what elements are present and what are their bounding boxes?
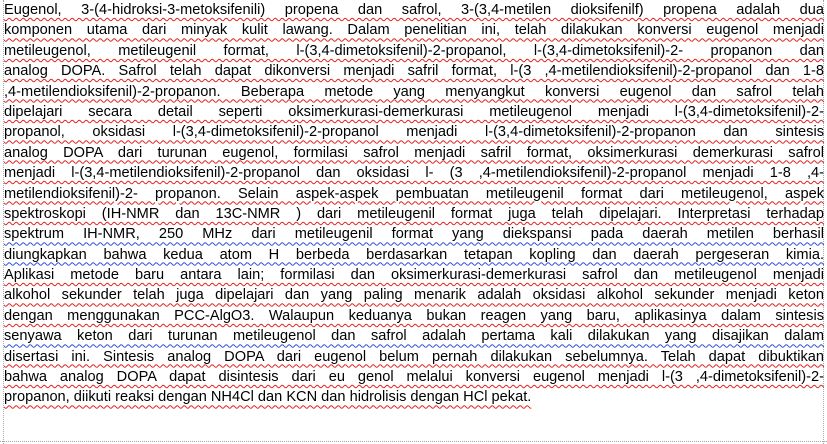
paragraph-line: spektrum IH-NMR, 250 MHz dari metileugenil format yang diekspansi pada daerah metilen berhasil [4,226,824,243]
paragraph-line: dipelajari secara detail seperti oksimerkurasi-demerkurasi metileugenol menjadi l-(3,4-dimetoksifenil)-2- [4,103,824,120]
paragraph-line: alkohol sekunder telah juga dipelajari dan yang paling menarik adalah oksidasi alkohol sekunder menjadi keton [4,287,824,304]
paragraph-line: senyawa keton dari turunan metileugenol dan safrol adalah pertama kali dilakukan yang disajikan dalam [4,328,824,345]
paragraph-line: diungkapkan bahwa kedua atom H berbeda berdasarkan tetapan kopling dan daerah pergeseran kimia. [4,246,824,263]
paragraph-line: propanol, oksidasi l-(3,4-dimetoksifenil)-2-propanol menjadi l-(3,4-dimetoksifenil)-2-propanon dan sintesis [4,124,824,141]
paragraph-line: dengan menggunakan PCC-AlgO3. Walaupun keduanya bukan reagen yang baru, aplikasinya dalam sintesis [4,307,824,324]
paragraph-line: spektroskopi (IH-NMR dan 13C-NMR ) dari metileugenil format juga telah dipelajari. Interpretasi terhadap [4,205,824,222]
paragraph-line: menjadi l-(3,4-metilendioksifenil)-2-propanol dan oksidasi l- (3 ,4-metilendioksifenil)-2-propanol menjadi 1-8 ,4- [4,165,824,182]
abstract-paragraph[interactable] [4,0,824,408]
paragraph-line: ,4-metilendioksifenil)-2-propanon. Beberapa metode yang menyangkut konversi eugenol dan safrol telah [4,83,824,100]
paragraph-line: analog DOPA dari turunan eugenol, formilasi safrol menjadi safril format, oksimerkurasi demerkurasi safrol [4,144,824,161]
paragraph-line: Aplikasi metode baru antara lain; formilasi dan oksimerkurasi-demerkurasi safrol dan metileugenol menjadi [4,267,824,284]
paragraph-line: analog DOPA. Safrol telah dapat dikonversi menjadi safril format, l-(3 ,4-metilendioksifenil)-2-propanol dan 1-8 [4,63,824,80]
paragraph-line: bahwa analog DOPA dapat disintesis dari eu genol melalui konversi eugenol menjadi l-(3 ,4-dimetoksifenil)-2- [4,369,824,386]
paragraph-line: komponen utama dari minyak kulit lawang. Dalam penelitian ini, telah dilakukan konversi eugenol menjadi [4,22,824,39]
paragraph-line: Eugenol, 3-(4-hidroksi-3-metoksifenili) propena dan safrol, 3-(3,4-metilen dioksifenilf) propena adalah dua [4,2,824,18]
paragraph-line: metileugenol, metileugenil format, l-(3,4-dimetoksifenil)-2-propanol, l-(3,4-dimetoksifenil)-2- propanon dan [4,42,824,59]
bottom-margin-guide [0,441,827,442]
paragraph-line: propanon, diikuti reaksi dengan NH4Cl dan KCN dan hidrolisis dengan HCl pekat. [4,389,532,406]
paragraph-line: disertasi ini. Sintesis analog DOPA dari eugenol belum pernah dilakukan sebelumnya. Telah dapat dibuktikan [4,348,824,365]
paragraph-line: metilendioksifenil)-2- propanon. Selain aspek-aspek pembuatan metileugenil format dari metileugenol, aspek [4,185,824,202]
